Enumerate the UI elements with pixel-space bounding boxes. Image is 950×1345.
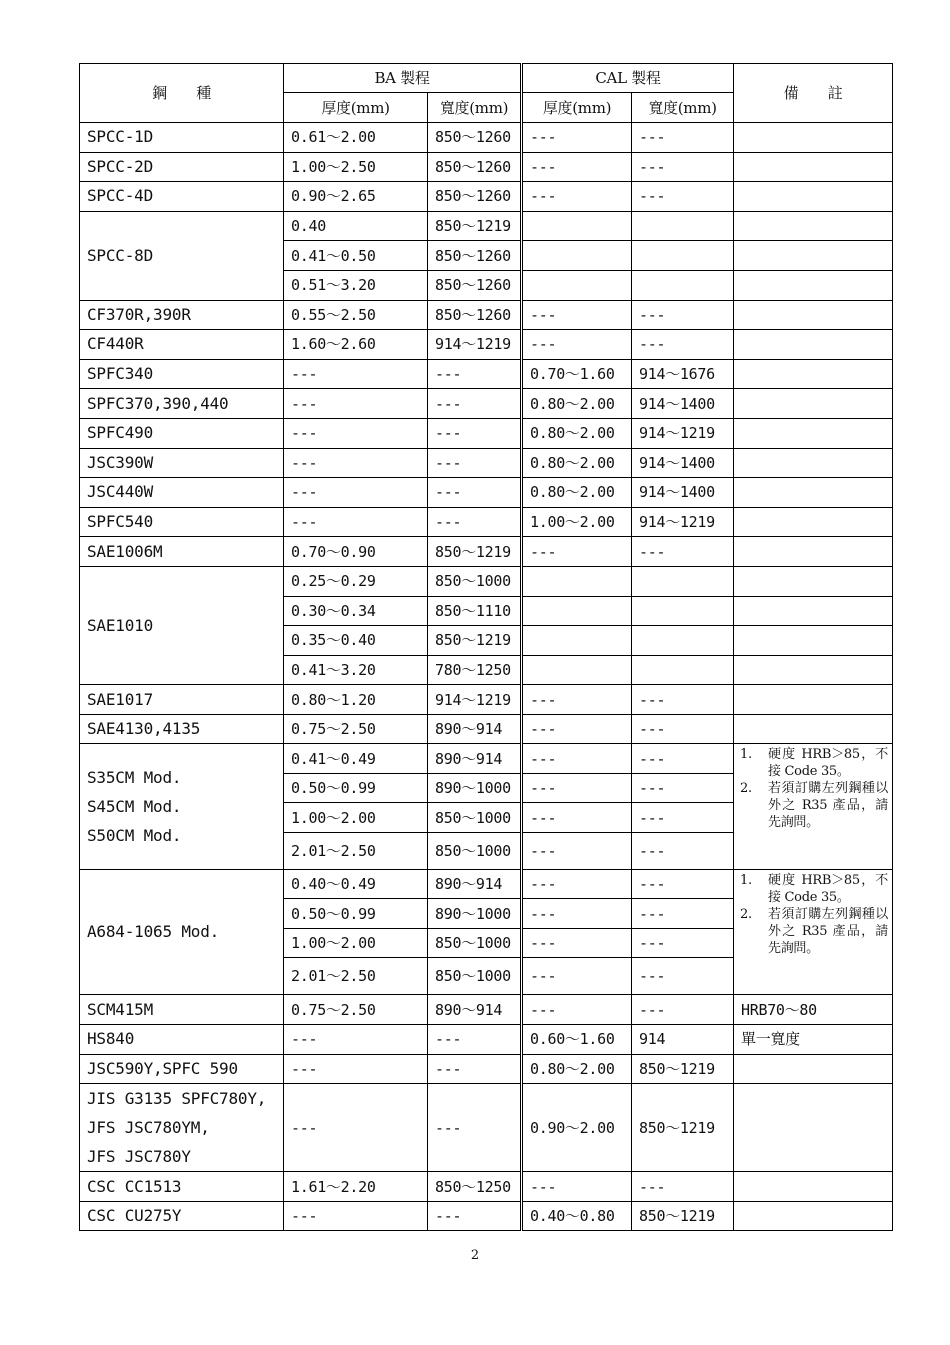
table-row bbox=[80, 418, 893, 448]
remarks bbox=[734, 1201, 893, 1231]
table-row bbox=[80, 359, 893, 389]
note-item bbox=[740, 746, 888, 780]
ba-thickness: 0.25～0.29 bbox=[284, 566, 428, 596]
cal-thickness: 0.80～2.00 bbox=[522, 389, 632, 419]
steel-grade: CSC CC1513 bbox=[80, 1172, 284, 1202]
ba-width: 850～1219 bbox=[428, 211, 522, 241]
table-row bbox=[80, 211, 893, 241]
steel-grade: CF440R bbox=[80, 330, 284, 360]
cal-width: --- bbox=[632, 537, 734, 567]
steel-grade: CF370R,390R bbox=[80, 300, 284, 330]
ba-width: 850～1219 bbox=[428, 626, 522, 656]
cal-width: --- bbox=[632, 928, 734, 958]
ba-thickness: 0.80～1.20 bbox=[284, 685, 428, 715]
cal-width: --- bbox=[632, 899, 734, 929]
table-row bbox=[80, 537, 893, 567]
remarks bbox=[734, 241, 893, 271]
ba-width: 850～1000 bbox=[428, 832, 522, 869]
steel-grade: SPFC340 bbox=[80, 359, 284, 389]
steel-grade-line: JFS JSC780YM, bbox=[87, 1118, 210, 1138]
note-number: 1. bbox=[740, 747, 752, 763]
ba-thickness: 0.41～0.50 bbox=[284, 241, 428, 271]
remarks bbox=[734, 152, 893, 182]
cal-thickness: --- bbox=[522, 330, 632, 360]
ba-thickness: 0.40～0.49 bbox=[284, 869, 428, 899]
table-row bbox=[80, 123, 893, 153]
ba-thickness: --- bbox=[284, 389, 428, 419]
cal-thickness: --- bbox=[522, 182, 632, 212]
remarks bbox=[734, 1084, 893, 1172]
cal-width: --- bbox=[632, 300, 734, 330]
ba-width: 850～1219 bbox=[428, 537, 522, 567]
table-row bbox=[80, 1025, 893, 1055]
cal-thickness: 0.80～2.00 bbox=[522, 1054, 632, 1084]
steel-grade-line: S35CM Mod. bbox=[87, 768, 182, 788]
remarks bbox=[734, 1054, 893, 1084]
ba-width: --- bbox=[428, 507, 522, 537]
steel-grade: SPCC-1D bbox=[80, 123, 284, 153]
remarks bbox=[734, 182, 893, 212]
ba-width: --- bbox=[428, 1084, 522, 1172]
steel-grade-line: S50CM Mod. bbox=[87, 826, 182, 846]
table-row bbox=[80, 869, 893, 899]
ba-thickness: 0.75～2.50 bbox=[284, 995, 428, 1025]
steel-grade: SAE1010 bbox=[80, 566, 284, 684]
ba-width: 850～1000 bbox=[428, 928, 522, 958]
page-number: 2 bbox=[470, 1248, 480, 1263]
steel-grade: SPCC-8D bbox=[80, 211, 284, 300]
table-row bbox=[80, 478, 893, 508]
cal-width bbox=[632, 566, 734, 596]
table-row bbox=[80, 714, 893, 744]
ba-width: 890～914 bbox=[428, 714, 522, 744]
steel-grade-line: JIS G3135 SPFC780Y, bbox=[87, 1089, 267, 1109]
remarks bbox=[734, 626, 893, 656]
ba-width: --- bbox=[428, 1025, 522, 1055]
note-text: 硬度 HRB＞85，不接 Code 35。 bbox=[768, 747, 888, 780]
ba-thickness: 0.51～3.20 bbox=[284, 270, 428, 300]
ba-width: 850～1260 bbox=[428, 270, 522, 300]
remarks-note bbox=[734, 744, 893, 870]
header-grade: 鋼 種 bbox=[80, 64, 284, 123]
remarks bbox=[734, 270, 893, 300]
ba-thickness: 0.41～3.20 bbox=[284, 655, 428, 685]
ba-thickness: 0.50～0.99 bbox=[284, 899, 428, 929]
cal-thickness bbox=[522, 626, 632, 656]
header-ba-process: BA 製程 bbox=[284, 64, 522, 93]
cal-width: --- bbox=[632, 152, 734, 182]
cal-width: --- bbox=[632, 773, 734, 803]
steel-grade: JSC440W bbox=[80, 478, 284, 508]
ba-width: 850～1260 bbox=[428, 241, 522, 271]
steel-grade: A684-1065 Mod. bbox=[80, 869, 284, 995]
table-row bbox=[80, 685, 893, 715]
cal-width: 850～1219 bbox=[632, 1054, 734, 1084]
steel-grade bbox=[80, 1084, 284, 1172]
ba-thickness: 1.00～2.50 bbox=[284, 152, 428, 182]
ba-thickness: 0.35～0.40 bbox=[284, 626, 428, 656]
note-number: 2. bbox=[740, 781, 752, 797]
cal-width: 914～1219 bbox=[632, 507, 734, 537]
cal-thickness: 0.80～2.00 bbox=[522, 448, 632, 478]
ba-width: 850～1260 bbox=[428, 300, 522, 330]
cal-thickness bbox=[522, 655, 632, 685]
remarks bbox=[734, 389, 893, 419]
cal-thickness: 1.00～2.00 bbox=[522, 507, 632, 537]
cal-thickness: --- bbox=[522, 714, 632, 744]
remarks bbox=[734, 507, 893, 537]
steel-spec-table bbox=[79, 63, 893, 1231]
ba-thickness: 1.00～2.00 bbox=[284, 803, 428, 833]
cal-thickness: --- bbox=[522, 869, 632, 899]
remarks bbox=[734, 1172, 893, 1202]
cal-width: 914～1676 bbox=[632, 359, 734, 389]
ba-thickness: 0.70～0.90 bbox=[284, 537, 428, 567]
ba-thickness: --- bbox=[284, 1025, 428, 1055]
cal-width bbox=[632, 211, 734, 241]
table-row bbox=[80, 995, 893, 1025]
cal-thickness bbox=[522, 596, 632, 626]
remarks bbox=[734, 330, 893, 360]
cal-width bbox=[632, 270, 734, 300]
ba-width: 850～1260 bbox=[428, 152, 522, 182]
remarks: HRB70～80 bbox=[734, 995, 893, 1025]
cal-width: --- bbox=[632, 123, 734, 153]
cal-thickness: --- bbox=[522, 123, 632, 153]
cal-thickness: --- bbox=[522, 744, 632, 774]
steel-grade-line: S45CM Mod. bbox=[87, 797, 182, 817]
table-row bbox=[80, 448, 893, 478]
note-number: 2. bbox=[740, 906, 752, 922]
cal-thickness: 0.70～1.60 bbox=[522, 359, 632, 389]
cal-thickness bbox=[522, 241, 632, 271]
cal-width: --- bbox=[632, 685, 734, 715]
header-ba-width: 寬度(mm) bbox=[428, 93, 522, 123]
ba-thickness: 0.30～0.34 bbox=[284, 596, 428, 626]
ba-thickness: --- bbox=[284, 507, 428, 537]
ba-width: 850～1110 bbox=[428, 596, 522, 626]
remarks bbox=[734, 418, 893, 448]
header-remarks: 備 註 bbox=[734, 64, 893, 123]
cal-thickness: 0.40～0.80 bbox=[522, 1201, 632, 1231]
note-item bbox=[740, 780, 888, 831]
remarks bbox=[734, 123, 893, 153]
header-cal-process: CAL 製程 bbox=[522, 64, 734, 93]
ba-width: 914～1219 bbox=[428, 685, 522, 715]
cal-width: --- bbox=[632, 1172, 734, 1202]
remarks-note bbox=[734, 869, 893, 995]
ba-thickness: 0.41～0.49 bbox=[284, 744, 428, 774]
cal-width bbox=[632, 626, 734, 656]
remarks bbox=[734, 211, 893, 241]
table-row bbox=[80, 744, 893, 774]
table-header bbox=[80, 64, 893, 123]
ba-width: --- bbox=[428, 1201, 522, 1231]
cal-width bbox=[632, 655, 734, 685]
note-text: 硬度 HRB＞85，不接 Code 35。 bbox=[768, 872, 888, 905]
steel-grade-line: JFS JSC780Y bbox=[87, 1147, 191, 1167]
cal-thickness: --- bbox=[522, 928, 632, 958]
remarks bbox=[734, 359, 893, 389]
cal-width: 914～1219 bbox=[632, 418, 734, 448]
cal-thickness: --- bbox=[522, 803, 632, 833]
cal-width bbox=[632, 596, 734, 626]
remarks bbox=[734, 537, 893, 567]
ba-thickness: 1.00～2.00 bbox=[284, 928, 428, 958]
ba-thickness: 0.90～2.65 bbox=[284, 182, 428, 212]
table-row bbox=[80, 1054, 893, 1084]
cal-width: --- bbox=[632, 803, 734, 833]
ba-width: 890～914 bbox=[428, 869, 522, 899]
table-row bbox=[80, 330, 893, 360]
cal-thickness: 0.90～2.00 bbox=[522, 1084, 632, 1172]
ba-width: 890～914 bbox=[428, 995, 522, 1025]
ba-thickness: 0.61～2.00 bbox=[284, 123, 428, 153]
steel-grade: SPCC-2D bbox=[80, 152, 284, 182]
cal-thickness bbox=[522, 566, 632, 596]
ba-width: --- bbox=[428, 448, 522, 478]
cal-width: --- bbox=[632, 330, 734, 360]
table-row bbox=[80, 1172, 893, 1202]
ba-width: --- bbox=[428, 418, 522, 448]
table-body bbox=[80, 123, 893, 1231]
cal-width: 850～1219 bbox=[632, 1084, 734, 1172]
table-row bbox=[80, 389, 893, 419]
remarks: 單一寬度 bbox=[734, 1025, 893, 1055]
cal-width: 850～1219 bbox=[632, 1201, 734, 1231]
header-cal-thickness: 厚度(mm) bbox=[522, 93, 632, 123]
note-text: 若須訂購左列鋼種以外之 R35 產品，請先詢問。 bbox=[768, 906, 888, 956]
steel-grade: SAE1006M bbox=[80, 537, 284, 567]
cal-width: --- bbox=[632, 958, 734, 995]
ba-width: 850～1000 bbox=[428, 803, 522, 833]
cal-thickness: --- bbox=[522, 899, 632, 929]
table-row bbox=[80, 300, 893, 330]
remarks bbox=[734, 448, 893, 478]
cal-thickness: --- bbox=[522, 958, 632, 995]
cal-width: 914 bbox=[632, 1025, 734, 1055]
cal-width: --- bbox=[632, 995, 734, 1025]
cal-thickness: --- bbox=[522, 300, 632, 330]
ba-thickness: --- bbox=[284, 359, 428, 389]
cal-thickness bbox=[522, 211, 632, 241]
steel-grade: HS840 bbox=[80, 1025, 284, 1055]
table-row bbox=[80, 152, 893, 182]
note-number: 1. bbox=[740, 872, 752, 888]
steel-grade: SPFC540 bbox=[80, 507, 284, 537]
cal-thickness: --- bbox=[522, 1172, 632, 1202]
ba-thickness: --- bbox=[284, 418, 428, 448]
steel-grade: SAE1017 bbox=[80, 685, 284, 715]
steel-grade: CSC CU275Y bbox=[80, 1201, 284, 1231]
cal-thickness: --- bbox=[522, 832, 632, 869]
ba-thickness: 2.01～2.50 bbox=[284, 832, 428, 869]
ba-width: 914～1219 bbox=[428, 330, 522, 360]
remarks bbox=[734, 685, 893, 715]
note-item bbox=[740, 906, 888, 957]
note-item bbox=[740, 872, 888, 906]
ba-thickness: 0.40 bbox=[284, 211, 428, 241]
cal-width: --- bbox=[632, 714, 734, 744]
ba-width: --- bbox=[428, 389, 522, 419]
cal-width: --- bbox=[632, 832, 734, 869]
cal-thickness bbox=[522, 270, 632, 300]
cal-width bbox=[632, 241, 734, 271]
remarks bbox=[734, 714, 893, 744]
remarks bbox=[734, 478, 893, 508]
cal-thickness: --- bbox=[522, 152, 632, 182]
cal-thickness: 0.80～2.00 bbox=[522, 478, 632, 508]
ba-width: 850～1250 bbox=[428, 1172, 522, 1202]
ba-thickness: 2.01～2.50 bbox=[284, 958, 428, 995]
steel-grade: SPFC490 bbox=[80, 418, 284, 448]
cal-width: --- bbox=[632, 744, 734, 774]
cal-width: 914～1400 bbox=[632, 448, 734, 478]
ba-thickness: 0.50～0.99 bbox=[284, 773, 428, 803]
cal-thickness: --- bbox=[522, 773, 632, 803]
cal-thickness: --- bbox=[522, 995, 632, 1025]
cal-width: 914～1400 bbox=[632, 478, 734, 508]
steel-grade: JSC390W bbox=[80, 448, 284, 478]
remarks bbox=[734, 300, 893, 330]
ba-thickness: 0.55～2.50 bbox=[284, 300, 428, 330]
ba-width: 890～914 bbox=[428, 744, 522, 774]
ba-width: 850～1000 bbox=[428, 958, 522, 995]
cal-thickness: 0.80～2.00 bbox=[522, 418, 632, 448]
ba-width: 890～1000 bbox=[428, 773, 522, 803]
cal-thickness: --- bbox=[522, 685, 632, 715]
cal-thickness: 0.60～1.60 bbox=[522, 1025, 632, 1055]
steel-grade: SPFC370,390,440 bbox=[80, 389, 284, 419]
steel-grade: SCM415M bbox=[80, 995, 284, 1025]
steel-grade: JSC590Y,SPFC 590 bbox=[80, 1054, 284, 1084]
ba-thickness: --- bbox=[284, 1054, 428, 1084]
table-row bbox=[80, 1201, 893, 1231]
ba-width: --- bbox=[428, 359, 522, 389]
remarks bbox=[734, 566, 893, 596]
header-cal-width: 寬度(mm) bbox=[632, 93, 734, 123]
ba-width: 850～1260 bbox=[428, 123, 522, 153]
ba-thickness: 1.61～2.20 bbox=[284, 1172, 428, 1202]
cal-width: --- bbox=[632, 182, 734, 212]
remarks bbox=[734, 655, 893, 685]
ba-thickness: 1.60～2.60 bbox=[284, 330, 428, 360]
header-ba-thickness: 厚度(mm) bbox=[284, 93, 428, 123]
remarks bbox=[734, 596, 893, 626]
ba-thickness: --- bbox=[284, 1084, 428, 1172]
cal-thickness: --- bbox=[522, 537, 632, 567]
steel-grade: SAE4130,4135 bbox=[80, 714, 284, 744]
table-row bbox=[80, 1084, 893, 1172]
ba-width: --- bbox=[428, 1054, 522, 1084]
steel-grade bbox=[80, 744, 284, 870]
ba-thickness: --- bbox=[284, 478, 428, 508]
steel-grade: SPCC-4D bbox=[80, 182, 284, 212]
cal-width: --- bbox=[632, 869, 734, 899]
ba-thickness: --- bbox=[284, 448, 428, 478]
ba-thickness: 0.75～2.50 bbox=[284, 714, 428, 744]
ba-width: --- bbox=[428, 478, 522, 508]
ba-width: 850～1260 bbox=[428, 182, 522, 212]
table-row bbox=[80, 182, 893, 212]
cal-width: 914～1400 bbox=[632, 389, 734, 419]
table-row bbox=[80, 566, 893, 596]
ba-width: 780～1250 bbox=[428, 655, 522, 685]
ba-thickness: --- bbox=[284, 1201, 428, 1231]
ba-width: 850～1000 bbox=[428, 566, 522, 596]
table-row bbox=[80, 507, 893, 537]
note-text: 若須訂購左列鋼種以外之 R35 產品，請先詢問。 bbox=[768, 781, 888, 831]
ba-width: 890～1000 bbox=[428, 899, 522, 929]
